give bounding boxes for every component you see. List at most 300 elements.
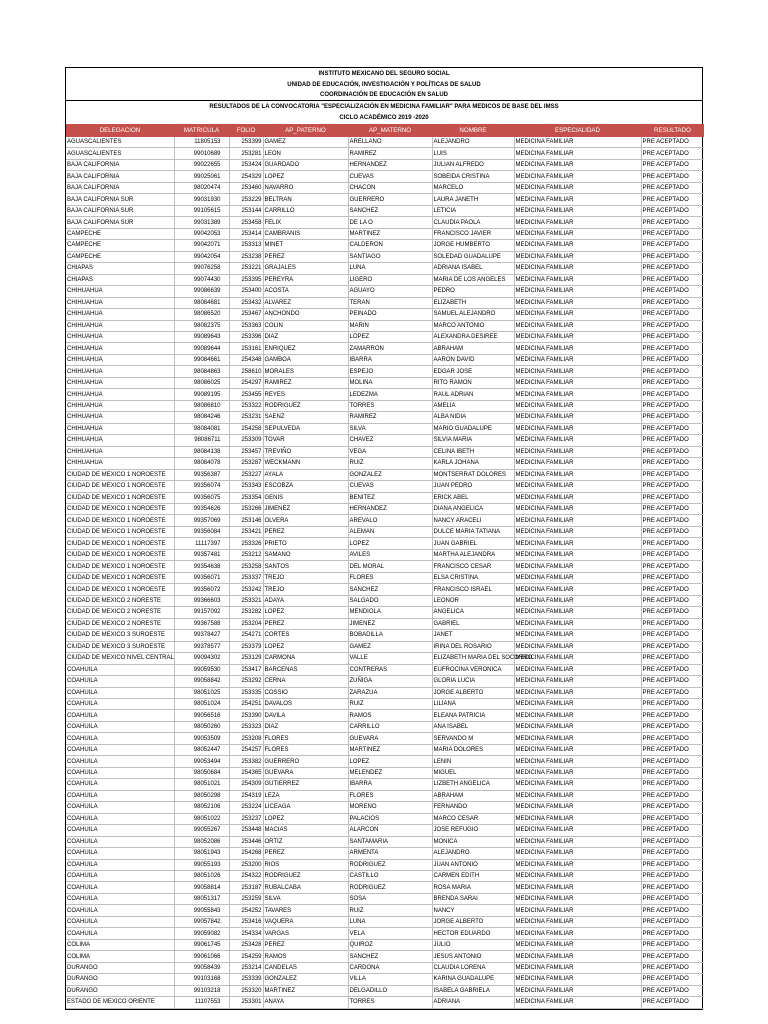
cell-resultado: PRE ACEPTADO: [641, 848, 704, 859]
cell-nombre: MONICA: [432, 836, 514, 847]
table-row: [66, 836, 704, 847]
cell-especialidad: MEDICINA FAMILIAR: [514, 698, 641, 709]
cell-folio: 253204: [229, 618, 263, 629]
cell-ap-materno: QUIROZ: [348, 939, 432, 950]
cell-ap-materno: IBARRA: [348, 779, 432, 790]
academic-cycle: CICLO ACADÉMICO 2019 -2020: [339, 114, 429, 121]
cell-especialidad: MEDICINA FAMILIAR: [514, 297, 641, 308]
table-row: [66, 251, 704, 262]
cell-nombre: SOLEDAD GUADALUPE: [432, 251, 514, 262]
cell-folio: 253146: [229, 515, 263, 526]
table-row: [66, 687, 704, 698]
table-row: [66, 928, 704, 939]
cell-ap-paterno: GUERRERO: [263, 756, 348, 767]
cell-especialidad: MEDICINA FAMILIAR: [514, 504, 641, 515]
cell-ap-materno: CONTRERAS: [348, 664, 432, 675]
cell-ap-paterno: SANTOS: [263, 561, 348, 572]
cell-delegacion: BAJA CALIFORNIA SUR: [66, 217, 174, 228]
cell-ap-materno: VALLE: [348, 653, 432, 664]
cell-nombre: MARIA DE LOS ANGELES: [432, 274, 514, 285]
cell-delegacion: COAHUILA: [66, 687, 174, 698]
cell-delegacion: COAHUILA: [66, 767, 174, 778]
cell-nombre: CELINA IBETH: [432, 446, 514, 457]
cell-ap-paterno: NAVARRO: [263, 182, 348, 193]
cell-especialidad: MEDICINA FAMILIAR: [514, 595, 641, 606]
cell-resultado: PRE ACEPTADO: [641, 630, 704, 641]
cell-folio: 253414: [229, 228, 263, 239]
cell-delegacion: COAHUILA: [66, 825, 174, 836]
cell-resultado: PRE ACEPTADO: [641, 916, 704, 927]
cell-folio: 253321: [229, 595, 263, 606]
cell-resultado: PRE ACEPTADO: [641, 171, 704, 182]
cell-folio: 253424: [229, 159, 263, 170]
results-header: [66, 100, 702, 124]
table-row: [66, 469, 704, 480]
cell-delegacion: COAHUILA: [66, 721, 174, 732]
cell-ap-paterno: MINET: [263, 240, 348, 251]
table-row: [66, 813, 704, 824]
cell-ap-materno: GUEVARA: [348, 733, 432, 744]
cell-nombre: FERNANDO: [432, 802, 514, 813]
cell-ap-paterno: RODRIGUEZ: [263, 400, 348, 411]
cell-nombre: MARTHA ALEJANDRA: [432, 549, 514, 560]
cell-delegacion: BAJA CALIFORNIA: [66, 182, 174, 193]
cell-nombre: JESUS ANTONIO: [432, 951, 514, 962]
table-row: [66, 412, 704, 423]
cell-ap-paterno: PEREYRA: [263, 274, 348, 285]
cell-ap-paterno: DAVILA: [263, 710, 348, 721]
cell-nombre: LETICIA: [432, 205, 514, 216]
cell-folio: 254319: [229, 790, 263, 801]
cell-nombre: JOSE REFUGIO: [432, 825, 514, 836]
cell-ap-materno: CUEVAS: [348, 171, 432, 182]
cell-folio: 253417: [229, 664, 263, 675]
cell-ap-paterno: CARMONA: [263, 653, 348, 664]
cell-ap-paterno: RUBALCABA: [263, 882, 348, 893]
cell-nombre: MARCO CESAR: [432, 813, 514, 824]
table-row: [66, 962, 704, 973]
cell-ap-paterno: RAMOS: [263, 951, 348, 962]
cell-folio: 254257: [229, 744, 263, 755]
cell-nombre: MARIA DOLORES: [432, 744, 514, 755]
cell-ap-paterno: TAVARES: [263, 905, 348, 916]
cell-matricula: 99061066: [174, 951, 229, 962]
cell-ap-materno: ALEMAN: [348, 526, 432, 537]
cell-ap-materno: HERNANDEZ: [348, 159, 432, 170]
table-row: [66, 859, 704, 870]
cell-folio: 253460: [229, 182, 263, 193]
cell-delegacion: CHIHUAHUA: [66, 297, 174, 308]
cell-ap-materno: RAMOS: [348, 710, 432, 721]
cell-delegacion: CIUDAD DE MEXICO 1 NOROESTE: [66, 481, 174, 492]
cell-folio: 253229: [229, 194, 263, 205]
cell-especialidad: MEDICINA FAMILIAR: [514, 515, 641, 526]
cell-matricula: 98084138: [174, 446, 229, 457]
cell-especialidad: MEDICINA FAMILIAR: [514, 458, 641, 469]
cell-delegacion: BAJA CALIFORNIA SUR: [66, 194, 174, 205]
cell-ap-paterno: SAENZ: [263, 412, 348, 423]
cell-nombre: SERVANDO M: [432, 733, 514, 744]
cell-ap-materno: BOBADILLA: [348, 630, 432, 641]
cell-nombre: LENIN: [432, 756, 514, 767]
cell-especialidad: MEDICINA FAMILIAR: [514, 905, 641, 916]
cell-ap-materno: LOPEZ: [348, 538, 432, 549]
cell-nombre: JUAN PEDRO: [432, 481, 514, 492]
cell-ap-paterno: GAMBOA: [263, 354, 348, 365]
cell-ap-materno: RODRIGUEZ: [348, 859, 432, 870]
cell-matricula: 99031930: [174, 194, 229, 205]
cell-especialidad: MEDICINA FAMILIAR: [514, 205, 641, 216]
cell-especialidad: MEDICINA FAMILIAR: [514, 802, 641, 813]
table-body: [66, 137, 704, 1008]
table-row: [66, 171, 704, 182]
cell-folio: 253354: [229, 492, 263, 503]
cell-resultado: PRE ACEPTADO: [641, 549, 704, 560]
cell-delegacion: CIUDAD DE MEXICO 3 SUROESTE: [66, 630, 174, 641]
cell-resultado: PRE ACEPTADO: [641, 871, 704, 882]
cell-delegacion: COAHUILA: [66, 916, 174, 927]
cell-especialidad: MEDICINA FAMILIAR: [514, 836, 641, 847]
cell-resultado: PRE ACEPTADO: [641, 182, 704, 193]
table-row: [66, 389, 704, 400]
cell-especialidad: MEDICINA FAMILIAR: [514, 790, 641, 801]
cell-ap-materno: RAMIREZ: [348, 412, 432, 423]
cell-ap-paterno: SILVA: [263, 893, 348, 904]
cell-ap-paterno: ESCOBZA: [263, 481, 348, 492]
table-row: [66, 446, 704, 457]
cell-nombre: ALEJANDRO: [432, 137, 514, 148]
cell-folio: 253129: [229, 653, 263, 664]
cell-matricula: 98050298: [174, 790, 229, 801]
cell-matricula: 99059530: [174, 664, 229, 675]
cell-especialidad: MEDICINA FAMILIAR: [514, 492, 641, 503]
cell-matricula: 99378577: [174, 641, 229, 652]
cell-nombre: NANCY: [432, 905, 514, 916]
cell-matricula: 99042071: [174, 240, 229, 251]
table-row: [66, 492, 704, 503]
cell-matricula: 99103218: [174, 985, 229, 996]
cell-nombre: ADRIANA: [432, 997, 514, 1008]
cell-nombre: ELIZABETH: [432, 297, 514, 308]
cell-ap-materno: CHAVEZ: [348, 435, 432, 446]
cell-resultado: PRE ACEPTADO: [641, 377, 704, 388]
cell-especialidad: MEDICINA FAMILIAR: [514, 389, 641, 400]
cell-delegacion: ESTADO DE MEXICO ORIENTE: [66, 997, 174, 1008]
cell-matricula: 98050684: [174, 767, 229, 778]
cell-nombre: ELSA CRISTINA: [432, 572, 514, 583]
cell-resultado: PRE ACEPTADO: [641, 297, 704, 308]
cell-matricula: 99357481: [174, 549, 229, 560]
cell-delegacion: COAHUILA: [66, 664, 174, 675]
cell-matricula: 99357069: [174, 515, 229, 526]
table-row: [66, 481, 704, 492]
cell-resultado: PRE ACEPTADO: [641, 217, 704, 228]
table-row: [66, 653, 704, 664]
cell-folio: 253258: [229, 561, 263, 572]
cell-resultado: PRE ACEPTADO: [641, 698, 704, 709]
cell-especialidad: MEDICINA FAMILIAR: [514, 871, 641, 882]
cell-ap-paterno: WECKMANN: [263, 458, 348, 469]
cell-folio: 253292: [229, 676, 263, 687]
cell-resultado: PRE ACEPTADO: [641, 962, 704, 973]
cell-matricula: 99089195: [174, 389, 229, 400]
cell-especialidad: MEDICINA FAMILIAR: [514, 320, 641, 331]
cell-delegacion: CHIHUAHUA: [66, 423, 174, 434]
cell-ap-materno: MELENDEZ: [348, 767, 432, 778]
cell-nombre: MIGUEL: [432, 767, 514, 778]
cell-especialidad: MEDICINA FAMILIAR: [514, 400, 641, 411]
cell-nombre: LUIS: [432, 148, 514, 159]
cell-folio: 253281: [229, 148, 263, 159]
cell-especialidad: MEDICINA FAMILIAR: [514, 412, 641, 423]
cell-folio: 253238: [229, 251, 263, 262]
cell-resultado: PRE ACEPTADO: [641, 710, 704, 721]
cell-resultado: PRE ACEPTADO: [641, 148, 704, 159]
cell-matricula: 99076258: [174, 263, 229, 274]
cell-matricula: 99367588: [174, 618, 229, 629]
cell-folio: 253237: [229, 813, 263, 824]
cell-delegacion: AGUASCALIENTES: [66, 148, 174, 159]
cell-delegacion: COAHUILA: [66, 905, 174, 916]
cell-delegacion: DURANGO: [66, 962, 174, 973]
cell-ap-paterno: TREJO: [263, 584, 348, 595]
cell-ap-materno: MARIN: [348, 320, 432, 331]
cell-especialidad: MEDICINA FAMILIAR: [514, 446, 641, 457]
cell-matricula: 99058842: [174, 676, 229, 687]
institution-name: INSTITUTO MEXICANO DEL SEGURO SOCIAL: [318, 71, 450, 77]
cell-matricula: 98082375: [174, 320, 229, 331]
cell-ap-materno: PEINADO: [348, 309, 432, 320]
cell-resultado: PRE ACEPTADO: [641, 320, 704, 331]
cell-folio: 253458: [229, 217, 263, 228]
cell-resultado: PRE ACEPTADO: [641, 400, 704, 411]
cell-folio: 253337: [229, 572, 263, 583]
cell-folio: 253416: [229, 916, 263, 927]
cell-folio: 258610: [229, 366, 263, 377]
cell-ap-materno: GAMEZ: [348, 641, 432, 652]
table-row: [66, 905, 704, 916]
cell-folio: 253448: [229, 825, 263, 836]
cell-matricula: 99354626: [174, 504, 229, 515]
cell-ap-materno: TORRES: [348, 400, 432, 411]
table-row: [66, 423, 704, 434]
cell-ap-materno: CUEVAS: [348, 481, 432, 492]
cell-folio: 253227: [229, 469, 263, 480]
cell-especialidad: MEDICINA FAMILIAR: [514, 756, 641, 767]
cell-especialidad: MEDICINA FAMILIAR: [514, 630, 641, 641]
cell-ap-paterno: PEREZ: [263, 251, 348, 262]
cell-folio: 254329: [229, 171, 263, 182]
cell-ap-paterno: PEREZ: [263, 939, 348, 950]
cell-delegacion: COAHUILA: [66, 871, 174, 882]
cell-especialidad: MEDICINA FAMILIAR: [514, 676, 641, 687]
cell-especialidad: MEDICINA FAMILIAR: [514, 435, 641, 446]
cell-especialidad: MEDICINA FAMILIAR: [514, 274, 641, 285]
cell-matricula: 98051024: [174, 698, 229, 709]
table-row: [66, 916, 704, 927]
cell-ap-paterno: PEREZ: [263, 848, 348, 859]
cell-matricula: 11805153: [174, 137, 229, 148]
cell-nombre: MARIO GUADALUPE: [432, 423, 514, 434]
cell-folio: 253224: [229, 802, 263, 813]
cell-nombre: SOBEIDA CRISTINA: [432, 171, 514, 182]
cell-nombre: RITO RAMON: [432, 377, 514, 388]
cell-resultado: PRE ACEPTADO: [641, 251, 704, 262]
cell-matricula: 98052086: [174, 836, 229, 847]
cell-matricula: 99058814: [174, 882, 229, 893]
cell-delegacion: CHIHUAHUA: [66, 309, 174, 320]
cell-especialidad: MEDICINA FAMILIAR: [514, 182, 641, 193]
cell-matricula: 99055843: [174, 905, 229, 916]
table-row: [66, 997, 704, 1008]
cell-especialidad: MEDICINA FAMILIAR: [514, 767, 641, 778]
table-row: [66, 182, 704, 193]
cell-ap-materno: LOPEZ: [348, 331, 432, 342]
cell-ap-paterno: GUARDADO: [263, 159, 348, 170]
cell-matricula: 99356075: [174, 492, 229, 503]
table-row: [66, 240, 704, 251]
cell-matricula: 98051021: [174, 779, 229, 790]
cell-folio: 253231: [229, 412, 263, 423]
cell-folio: 253212: [229, 549, 263, 560]
cell-resultado: PRE ACEPTADO: [641, 274, 704, 285]
table-row: [66, 756, 704, 767]
table-row: [66, 630, 704, 641]
table-row: [66, 435, 704, 446]
table-row: [66, 744, 704, 755]
table-row: [66, 698, 704, 709]
cell-especialidad: MEDICINA FAMILIAR: [514, 710, 641, 721]
cell-matricula: 99089644: [174, 343, 229, 354]
cell-resultado: PRE ACEPTADO: [641, 607, 704, 618]
cell-resultado: PRE ACEPTADO: [641, 286, 704, 297]
table-row: [66, 985, 704, 996]
cell-ap-paterno: MARTINEZ: [263, 985, 348, 996]
cell-resultado: PRE ACEPTADO: [641, 572, 704, 583]
table-row: [66, 802, 704, 813]
table-row: [66, 148, 704, 159]
cell-folio: 253467: [229, 309, 263, 320]
cell-nombre: FRANCISCO JAVIER: [432, 228, 514, 239]
cell-ap-materno: CALDERON: [348, 240, 432, 251]
column-header-delegacion: DELEGACION: [66, 124, 174, 137]
cell-delegacion: COAHUILA: [66, 733, 174, 744]
cell-ap-paterno: AYALA: [263, 469, 348, 480]
cell-resultado: PRE ACEPTADO: [641, 366, 704, 377]
cell-delegacion: CIUDAD DE MEXICO 2 NORESTE: [66, 618, 174, 629]
column-header-nombre: NOMBRE: [432, 124, 514, 137]
cell-resultado: PRE ACEPTADO: [641, 515, 704, 526]
cell-folio: 254365: [229, 767, 263, 778]
cell-ap-materno: JIMENEZ: [348, 618, 432, 629]
table-row: [66, 205, 704, 216]
cell-matricula: 98086711: [174, 435, 229, 446]
cell-delegacion: CHIHUAHUA: [66, 435, 174, 446]
cell-resultado: PRE ACEPTADO: [641, 446, 704, 457]
cell-folio: 254268: [229, 848, 263, 859]
cell-nombre: FRANCISCO CESAR: [432, 561, 514, 572]
cell-matricula: 99056516: [174, 710, 229, 721]
table-row: [66, 274, 704, 285]
cell-nombre: FRANCISCO ISRAEL: [432, 584, 514, 595]
cell-ap-paterno: CANDELAS: [263, 962, 348, 973]
cell-especialidad: MEDICINA FAMILIAR: [514, 584, 641, 595]
cell-nombre: JUAN ANTONIO: [432, 859, 514, 870]
cell-matricula: 99025061: [174, 171, 229, 182]
cell-especialidad: MEDICINA FAMILIAR: [514, 653, 641, 664]
cell-folio: 253320: [229, 985, 263, 996]
cell-folio: 253396: [229, 331, 263, 342]
cell-ap-materno: ZAMARRON: [348, 343, 432, 354]
cell-resultado: PRE ACEPTADO: [641, 882, 704, 893]
cell-nombre: JULIO: [432, 939, 514, 950]
cell-matricula: 99057842: [174, 916, 229, 927]
cell-especialidad: MEDICINA FAMILIAR: [514, 607, 641, 618]
cell-resultado: PRE ACEPTADO: [641, 412, 704, 423]
cell-ap-paterno: GONZALEZ: [263, 974, 348, 985]
table-row: [66, 515, 704, 526]
column-header-matricula: MATRICULA: [174, 124, 229, 137]
cell-delegacion: DURANGO: [66, 985, 174, 996]
cell-matricula: 99074430: [174, 274, 229, 285]
cell-delegacion: COAHUILA: [66, 756, 174, 767]
cell-folio: 254309: [229, 779, 263, 790]
cell-nombre: GLORIA LUCIA: [432, 676, 514, 687]
cell-especialidad: MEDICINA FAMILIAR: [514, 549, 641, 560]
cell-folio: 253214: [229, 962, 263, 973]
cell-delegacion: CIUDAD DE MEXICO 1 NOROESTE: [66, 469, 174, 480]
cell-ap-materno: MARTINEZ: [348, 228, 432, 239]
cell-folio: 254271: [229, 630, 263, 641]
cell-matricula: 99366603: [174, 595, 229, 606]
table-row: [66, 137, 704, 148]
cell-ap-paterno: PEREZ: [263, 526, 348, 537]
cell-matricula: 98084081: [174, 423, 229, 434]
cell-delegacion: CIUDAD DE MEXICO 1 NOROESTE: [66, 561, 174, 572]
cell-matricula: 99086639: [174, 286, 229, 297]
column-header-especialidad: ESPECIALIDAD: [514, 124, 641, 137]
cell-ap-paterno: GENIS: [263, 492, 348, 503]
cell-ap-materno: MENDIOLA: [348, 607, 432, 618]
cell-especialidad: MEDICINA FAMILIAR: [514, 813, 641, 824]
cell-matricula: 99103168: [174, 974, 229, 985]
column-header-resultado: RESULTADO: [641, 124, 704, 137]
cell-ap-paterno: GRAJALES: [263, 263, 348, 274]
cell-nombre: ISABELA GABRIELA: [432, 985, 514, 996]
cell-matricula: 99157092: [174, 607, 229, 618]
cell-ap-paterno: ORTIZ: [263, 836, 348, 847]
cell-matricula: 99354638: [174, 561, 229, 572]
cell-especialidad: MEDICINA FAMILIAR: [514, 481, 641, 492]
cell-resultado: PRE ACEPTADO: [641, 767, 704, 778]
cell-nombre: NANCY ARACELI: [432, 515, 514, 526]
cell-ap-paterno: LEZA: [263, 790, 348, 801]
cell-ap-paterno: COLIN: [263, 320, 348, 331]
cell-ap-paterno: RIOS: [263, 859, 348, 870]
cell-delegacion: COAHUILA: [66, 744, 174, 755]
cell-folio: 253455: [229, 389, 263, 400]
cell-resultado: PRE ACEPTADO: [641, 504, 704, 515]
table-row: [66, 825, 704, 836]
cell-resultado: PRE ACEPTADO: [641, 159, 704, 170]
cell-ap-paterno: LOPEZ: [263, 607, 348, 618]
cell-ap-paterno: CORTES: [263, 630, 348, 641]
cell-matricula: 99053509: [174, 733, 229, 744]
cell-nombre: IRINA DEL ROSARIO: [432, 641, 514, 652]
cell-nombre: DULCE MARIA TATIANA: [432, 526, 514, 537]
cell-nombre: CLAUDIA PAOLA: [432, 217, 514, 228]
cell-ap-materno: MORENO: [348, 802, 432, 813]
